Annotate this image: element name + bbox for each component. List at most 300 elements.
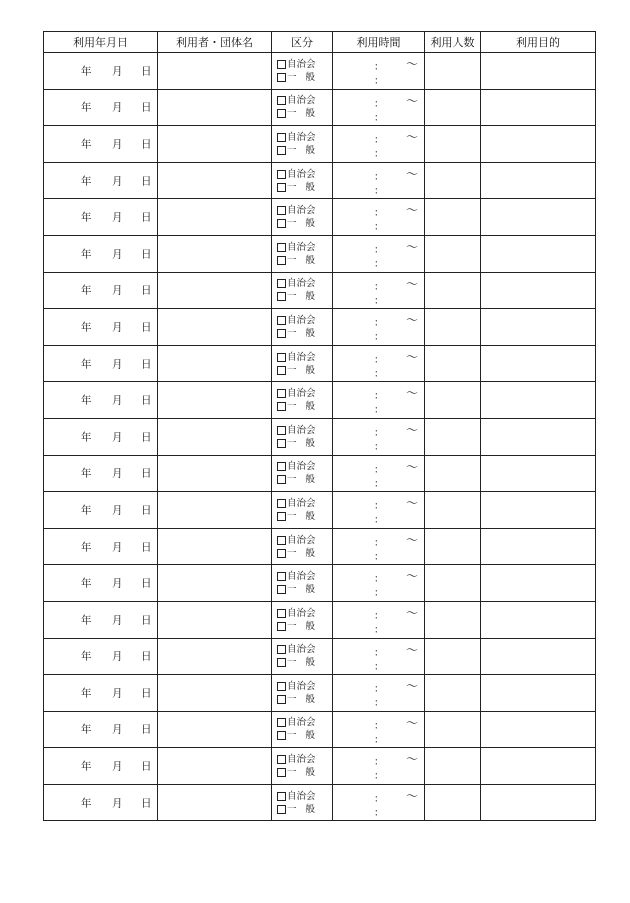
date-cell[interactable] bbox=[44, 89, 158, 126]
user-cell[interactable] bbox=[158, 528, 272, 565]
time-cell[interactable] bbox=[333, 199, 425, 236]
date-cell[interactable] bbox=[44, 711, 158, 748]
end-time-colon: ： bbox=[374, 332, 384, 344]
user-cell[interactable] bbox=[158, 748, 272, 785]
user-cell[interactable] bbox=[158, 382, 272, 419]
checkbox-jichikai[interactable] bbox=[277, 389, 286, 398]
option-ippan-label-a: 一 bbox=[287, 327, 297, 339]
day-label: 日 bbox=[141, 138, 152, 151]
people-cell[interactable] bbox=[425, 418, 481, 455]
year-label: 年 bbox=[81, 101, 92, 114]
checkbox-jichikai[interactable] bbox=[277, 96, 286, 105]
option-ippan bbox=[277, 547, 332, 560]
table-row bbox=[44, 748, 596, 785]
category-cell bbox=[272, 638, 333, 675]
table-row bbox=[44, 89, 596, 126]
checkbox-jichikai[interactable] bbox=[277, 170, 286, 179]
user-cell[interactable] bbox=[158, 784, 272, 821]
start-time-colon: ： bbox=[374, 244, 384, 256]
end-time-colon: ： bbox=[374, 112, 384, 124]
usage-log-sheet bbox=[43, 31, 591, 821]
purpose-cell[interactable] bbox=[481, 455, 596, 492]
day-label: 日 bbox=[141, 577, 152, 590]
end-time-colon: ： bbox=[374, 185, 384, 197]
user-cell[interactable] bbox=[158, 235, 272, 272]
time-cell[interactable] bbox=[333, 272, 425, 309]
table-row bbox=[44, 492, 596, 529]
option-jichikai-label: 自治会 bbox=[287, 534, 316, 546]
checkbox-ippan[interactable] bbox=[277, 219, 286, 228]
day-label: 日 bbox=[141, 175, 152, 188]
end-time-colon: ： bbox=[374, 295, 384, 307]
table-row bbox=[44, 345, 596, 382]
end-time-colon: ： bbox=[374, 698, 384, 710]
time-range-tilde: 〜 bbox=[406, 532, 419, 547]
option-jichikai bbox=[277, 351, 332, 364]
date-cell[interactable] bbox=[44, 345, 158, 382]
start-time-colon: ： bbox=[374, 318, 384, 330]
people-cell[interactable] bbox=[425, 492, 481, 529]
category-cell bbox=[272, 382, 333, 419]
end-time-colon: ： bbox=[374, 771, 384, 783]
category-cell bbox=[272, 455, 333, 492]
month-label: 月 bbox=[112, 541, 123, 554]
start-time-colon: ： bbox=[374, 684, 384, 696]
option-jichikai-label: 自治会 bbox=[287, 388, 316, 400]
checkbox-jichikai[interactable] bbox=[277, 609, 286, 618]
date-cell[interactable] bbox=[44, 784, 158, 821]
purpose-cell[interactable] bbox=[481, 601, 596, 638]
checkbox-jichikai[interactable] bbox=[277, 718, 286, 727]
user-cell[interactable] bbox=[158, 455, 272, 492]
checkbox-jichikai[interactable] bbox=[277, 645, 286, 654]
checkbox-jichikai[interactable] bbox=[277, 572, 286, 581]
date-cell[interactable] bbox=[44, 528, 158, 565]
people-cell[interactable] bbox=[425, 345, 481, 382]
people-cell[interactable] bbox=[425, 382, 481, 419]
table-row bbox=[44, 309, 596, 346]
option-ippan-label-a: 一 bbox=[287, 657, 297, 669]
purpose-cell[interactable] bbox=[481, 235, 596, 272]
people-cell[interactable] bbox=[425, 53, 481, 90]
purpose-cell[interactable] bbox=[481, 199, 596, 236]
people-cell[interactable] bbox=[425, 455, 481, 492]
end-time-colon: ： bbox=[374, 258, 384, 270]
end-time-colon: ： bbox=[374, 807, 384, 819]
time-range-tilde: 〜 bbox=[406, 276, 419, 291]
table-row bbox=[44, 199, 596, 236]
month-label: 月 bbox=[112, 248, 123, 261]
end-time-colon: ： bbox=[374, 551, 384, 563]
checkbox-jichikai[interactable] bbox=[277, 243, 286, 252]
checkbox-ippan[interactable] bbox=[277, 292, 286, 301]
people-cell[interactable] bbox=[425, 784, 481, 821]
year-label: 年 bbox=[81, 650, 92, 663]
purpose-cell[interactable] bbox=[481, 748, 596, 785]
option-ippan-label-a: 一 bbox=[287, 803, 297, 815]
people-cell[interactable] bbox=[425, 711, 481, 748]
option-ippan-label-b: 般 bbox=[305, 730, 316, 742]
checkbox-ippan[interactable] bbox=[277, 585, 286, 594]
year-label: 年 bbox=[81, 65, 92, 78]
user-cell[interactable] bbox=[158, 162, 272, 199]
category-cell bbox=[272, 345, 333, 382]
category-cell bbox=[272, 492, 333, 529]
day-label: 日 bbox=[141, 248, 152, 261]
people-cell[interactable] bbox=[425, 565, 481, 602]
checkbox-ippan[interactable] bbox=[277, 622, 286, 631]
option-jichikai-label: 自治会 bbox=[287, 95, 316, 107]
option-ippan-label-b: 般 bbox=[305, 364, 316, 376]
option-ippan-label-a: 一 bbox=[287, 584, 297, 596]
user-cell[interactable] bbox=[158, 199, 272, 236]
option-jichikai bbox=[277, 497, 332, 510]
people-cell[interactable] bbox=[425, 162, 481, 199]
checkbox-jichikai[interactable] bbox=[277, 792, 286, 801]
option-ippan-label-b: 般 bbox=[305, 327, 316, 339]
start-time-colon: ： bbox=[374, 464, 384, 476]
day-label: 日 bbox=[141, 211, 152, 224]
user-cell[interactable] bbox=[158, 126, 272, 163]
end-time-colon: ： bbox=[374, 478, 384, 490]
month-label: 月 bbox=[112, 65, 123, 78]
option-ippan bbox=[277, 803, 332, 816]
month-label: 月 bbox=[112, 211, 123, 224]
year-label: 年 bbox=[81, 175, 92, 188]
end-time-colon: ： bbox=[374, 515, 384, 527]
people-cell[interactable] bbox=[425, 528, 481, 565]
month-label: 月 bbox=[112, 797, 123, 810]
user-cell[interactable] bbox=[158, 711, 272, 748]
checkbox-jichikai[interactable] bbox=[277, 536, 286, 545]
end-time-colon: ： bbox=[374, 222, 384, 234]
option-ippan-label-a: 一 bbox=[287, 218, 297, 230]
month-label: 月 bbox=[112, 175, 123, 188]
option-ippan-label-a: 一 bbox=[287, 620, 297, 632]
date-cell[interactable] bbox=[44, 53, 158, 90]
time-cell[interactable] bbox=[333, 345, 425, 382]
time-cell[interactable] bbox=[333, 382, 425, 419]
user-cell[interactable] bbox=[158, 418, 272, 455]
date-cell[interactable] bbox=[44, 162, 158, 199]
checkbox-ippan[interactable] bbox=[277, 402, 286, 411]
checkbox-jichikai[interactable] bbox=[277, 755, 286, 764]
day-label: 日 bbox=[141, 394, 152, 407]
option-jichikai-label: 自治会 bbox=[287, 314, 316, 326]
user-cell[interactable] bbox=[158, 492, 272, 529]
checkbox-ippan[interactable] bbox=[277, 73, 286, 82]
option-ippan-label-b: 般 bbox=[305, 401, 316, 413]
time-cell[interactable] bbox=[333, 492, 425, 529]
option-ippan-label-a: 一 bbox=[287, 364, 297, 376]
table-body bbox=[44, 53, 596, 821]
date-cell[interactable] bbox=[44, 492, 158, 529]
purpose-cell[interactable] bbox=[481, 89, 596, 126]
purpose-cell[interactable] bbox=[481, 784, 596, 821]
day-label: 日 bbox=[141, 650, 152, 663]
time-range-tilde: 〜 bbox=[406, 679, 419, 694]
month-label: 月 bbox=[112, 687, 123, 700]
checkbox-jichikai[interactable] bbox=[277, 133, 286, 142]
start-time-colon: ： bbox=[374, 171, 384, 183]
year-label: 年 bbox=[81, 248, 92, 261]
date-cell[interactable] bbox=[44, 638, 158, 675]
people-cell[interactable] bbox=[425, 748, 481, 785]
user-cell[interactable] bbox=[158, 638, 272, 675]
start-time-colon: ： bbox=[374, 281, 384, 293]
option-ippan-label-a: 一 bbox=[287, 510, 297, 522]
time-cell[interactable] bbox=[333, 53, 425, 90]
end-time-colon: ： bbox=[374, 624, 384, 636]
header-time: 利用時間 bbox=[333, 32, 425, 53]
checkbox-ippan[interactable] bbox=[277, 549, 286, 558]
option-ippan-label-a: 一 bbox=[287, 730, 297, 742]
user-cell[interactable] bbox=[158, 345, 272, 382]
option-ippan bbox=[277, 290, 332, 303]
date-cell[interactable] bbox=[44, 309, 158, 346]
time-cell[interactable] bbox=[333, 126, 425, 163]
time-cell[interactable] bbox=[333, 528, 425, 565]
purpose-cell[interactable] bbox=[481, 309, 596, 346]
user-cell[interactable] bbox=[158, 272, 272, 309]
checkbox-jichikai[interactable] bbox=[277, 426, 286, 435]
checkbox-jichikai[interactable] bbox=[277, 499, 286, 508]
time-cell[interactable] bbox=[333, 675, 425, 712]
table-row bbox=[44, 638, 596, 675]
year-label: 年 bbox=[81, 541, 92, 554]
category-cell bbox=[272, 309, 333, 346]
option-ippan bbox=[277, 327, 332, 340]
date-cell[interactable] bbox=[44, 748, 158, 785]
option-ippan-label-a: 一 bbox=[287, 474, 297, 486]
checkbox-jichikai[interactable] bbox=[277, 462, 286, 471]
category-cell bbox=[272, 675, 333, 712]
start-time-colon: ： bbox=[374, 793, 384, 805]
people-cell[interactable] bbox=[425, 89, 481, 126]
option-jichikai bbox=[277, 58, 332, 71]
option-ippan-label-b: 般 bbox=[305, 620, 316, 632]
option-ippan bbox=[277, 107, 332, 120]
end-time-colon: ： bbox=[374, 149, 384, 161]
option-ippan-label-a: 一 bbox=[287, 71, 297, 83]
time-cell[interactable] bbox=[333, 711, 425, 748]
time-cell[interactable] bbox=[333, 601, 425, 638]
day-label: 日 bbox=[141, 541, 152, 554]
start-time-colon: ： bbox=[374, 501, 384, 513]
table-row bbox=[44, 784, 596, 821]
time-cell[interactable] bbox=[333, 162, 425, 199]
purpose-cell[interactable] bbox=[481, 382, 596, 419]
time-cell[interactable] bbox=[333, 418, 425, 455]
category-cell bbox=[272, 126, 333, 163]
category-cell bbox=[272, 162, 333, 199]
table-row bbox=[44, 601, 596, 638]
checkbox-ippan[interactable] bbox=[277, 768, 286, 777]
header-user: 利用者・団体名 bbox=[158, 32, 272, 53]
date-cell[interactable] bbox=[44, 272, 158, 309]
time-cell[interactable] bbox=[333, 89, 425, 126]
category-cell bbox=[272, 89, 333, 126]
date-cell[interactable] bbox=[44, 199, 158, 236]
year-label: 年 bbox=[81, 358, 92, 371]
category-cell bbox=[272, 565, 333, 602]
time-range-tilde: 〜 bbox=[406, 496, 419, 511]
table-header-row bbox=[44, 32, 596, 53]
checkbox-ippan[interactable] bbox=[277, 731, 286, 740]
year-label: 年 bbox=[81, 687, 92, 700]
user-cell[interactable] bbox=[158, 89, 272, 126]
day-label: 日 bbox=[141, 760, 152, 773]
user-cell[interactable] bbox=[158, 565, 272, 602]
purpose-cell[interactable] bbox=[481, 565, 596, 602]
people-cell[interactable] bbox=[425, 675, 481, 712]
option-ippan bbox=[277, 217, 332, 230]
people-cell[interactable] bbox=[425, 601, 481, 638]
purpose-cell[interactable] bbox=[481, 162, 596, 199]
time-cell[interactable] bbox=[333, 309, 425, 346]
option-jichikai bbox=[277, 607, 332, 620]
checkbox-ippan[interactable] bbox=[277, 475, 286, 484]
time-range-tilde: 〜 bbox=[406, 605, 419, 620]
purpose-cell[interactable] bbox=[481, 126, 596, 163]
checkbox-ippan[interactable] bbox=[277, 695, 286, 704]
month-label: 月 bbox=[112, 284, 123, 297]
start-time-colon: ： bbox=[374, 135, 384, 147]
category-cell bbox=[272, 272, 333, 309]
user-cell[interactable] bbox=[158, 53, 272, 90]
option-jichikai-label: 自治会 bbox=[287, 424, 316, 436]
purpose-cell[interactable] bbox=[481, 711, 596, 748]
people-cell[interactable] bbox=[425, 199, 481, 236]
purpose-cell[interactable] bbox=[481, 345, 596, 382]
checkbox-ippan[interactable] bbox=[277, 183, 286, 192]
purpose-cell[interactable] bbox=[481, 53, 596, 90]
checkbox-jichikai[interactable] bbox=[277, 60, 286, 69]
checkbox-jichikai[interactable] bbox=[277, 206, 286, 215]
date-cell[interactable] bbox=[44, 565, 158, 602]
category-cell bbox=[272, 199, 333, 236]
option-ippan bbox=[277, 144, 332, 157]
purpose-cell[interactable] bbox=[481, 492, 596, 529]
option-ippan-label-a: 一 bbox=[287, 291, 297, 303]
option-ippan-label-b: 般 bbox=[305, 510, 316, 522]
table-row bbox=[44, 418, 596, 455]
option-jichikai-label: 自治会 bbox=[287, 278, 316, 290]
checkbox-ippan[interactable] bbox=[277, 109, 286, 118]
people-cell[interactable] bbox=[425, 638, 481, 675]
time-range-tilde: 〜 bbox=[406, 715, 419, 730]
people-cell[interactable] bbox=[425, 309, 481, 346]
date-cell[interactable] bbox=[44, 455, 158, 492]
date-cell[interactable] bbox=[44, 126, 158, 163]
date-cell[interactable] bbox=[44, 235, 158, 272]
day-label: 日 bbox=[141, 431, 152, 444]
option-jichikai-label: 自治会 bbox=[287, 717, 316, 729]
user-cell[interactable] bbox=[158, 601, 272, 638]
year-label: 年 bbox=[81, 467, 92, 480]
time-cell[interactable] bbox=[333, 748, 425, 785]
time-cell[interactable] bbox=[333, 784, 425, 821]
checkbox-ippan[interactable] bbox=[277, 805, 286, 814]
purpose-cell[interactable] bbox=[481, 638, 596, 675]
checkbox-jichikai[interactable] bbox=[277, 682, 286, 691]
checkbox-jichikai[interactable] bbox=[277, 279, 286, 288]
option-jichikai-label: 自治会 bbox=[287, 680, 316, 692]
people-cell[interactable] bbox=[425, 272, 481, 309]
time-cell[interactable] bbox=[333, 455, 425, 492]
checkbox-ippan[interactable] bbox=[277, 329, 286, 338]
month-label: 月 bbox=[112, 723, 123, 736]
option-jichikai bbox=[277, 204, 332, 217]
date-cell[interactable] bbox=[44, 601, 158, 638]
day-label: 日 bbox=[141, 614, 152, 627]
time-cell[interactable] bbox=[333, 565, 425, 602]
option-ippan bbox=[277, 71, 332, 84]
checkbox-jichikai[interactable] bbox=[277, 353, 286, 362]
day-label: 日 bbox=[141, 65, 152, 78]
purpose-cell[interactable] bbox=[481, 272, 596, 309]
time-cell[interactable] bbox=[333, 638, 425, 675]
option-ippan bbox=[277, 620, 332, 633]
option-ippan-label-b: 般 bbox=[305, 803, 316, 815]
option-ippan-label-b: 般 bbox=[305, 693, 316, 705]
checkbox-ippan[interactable] bbox=[277, 256, 286, 265]
option-ippan-label-b: 般 bbox=[305, 218, 316, 230]
date-cell[interactable] bbox=[44, 675, 158, 712]
checkbox-ippan[interactable] bbox=[277, 366, 286, 375]
people-cell[interactable] bbox=[425, 235, 481, 272]
month-label: 月 bbox=[112, 321, 123, 334]
option-jichikai bbox=[277, 94, 332, 107]
category-cell bbox=[272, 528, 333, 565]
header-category: 区分 bbox=[272, 32, 333, 53]
option-jichikai bbox=[277, 424, 332, 437]
month-label: 月 bbox=[112, 467, 123, 480]
date-cell[interactable] bbox=[44, 418, 158, 455]
option-jichikai bbox=[277, 387, 332, 400]
year-label: 年 bbox=[81, 797, 92, 810]
option-jichikai-label: 自治会 bbox=[287, 205, 316, 217]
option-ippan bbox=[277, 510, 332, 523]
checkbox-jichikai[interactable] bbox=[277, 316, 286, 325]
year-label: 年 bbox=[81, 138, 92, 151]
purpose-cell[interactable] bbox=[481, 528, 596, 565]
option-jichikai bbox=[277, 716, 332, 729]
user-cell[interactable] bbox=[158, 675, 272, 712]
start-time-colon: ： bbox=[374, 537, 384, 549]
people-cell[interactable] bbox=[425, 126, 481, 163]
time-cell[interactable] bbox=[333, 235, 425, 272]
user-cell[interactable] bbox=[158, 309, 272, 346]
option-ippan-label-b: 般 bbox=[305, 657, 316, 669]
year-label: 年 bbox=[81, 394, 92, 407]
table-row bbox=[44, 711, 596, 748]
checkbox-ippan[interactable] bbox=[277, 439, 286, 448]
option-jichikai bbox=[277, 753, 332, 766]
option-jichikai bbox=[277, 168, 332, 181]
purpose-cell[interactable] bbox=[481, 675, 596, 712]
option-ippan bbox=[277, 473, 332, 486]
checkbox-ippan[interactable] bbox=[277, 512, 286, 521]
date-cell[interactable] bbox=[44, 382, 158, 419]
day-label: 日 bbox=[141, 284, 152, 297]
option-jichikai-label: 自治会 bbox=[287, 461, 316, 473]
option-ippan-label-b: 般 bbox=[305, 181, 316, 193]
checkbox-ippan[interactable] bbox=[277, 146, 286, 155]
option-ippan-label-a: 一 bbox=[287, 144, 297, 156]
checkbox-ippan[interactable] bbox=[277, 658, 286, 667]
purpose-cell[interactable] bbox=[481, 418, 596, 455]
